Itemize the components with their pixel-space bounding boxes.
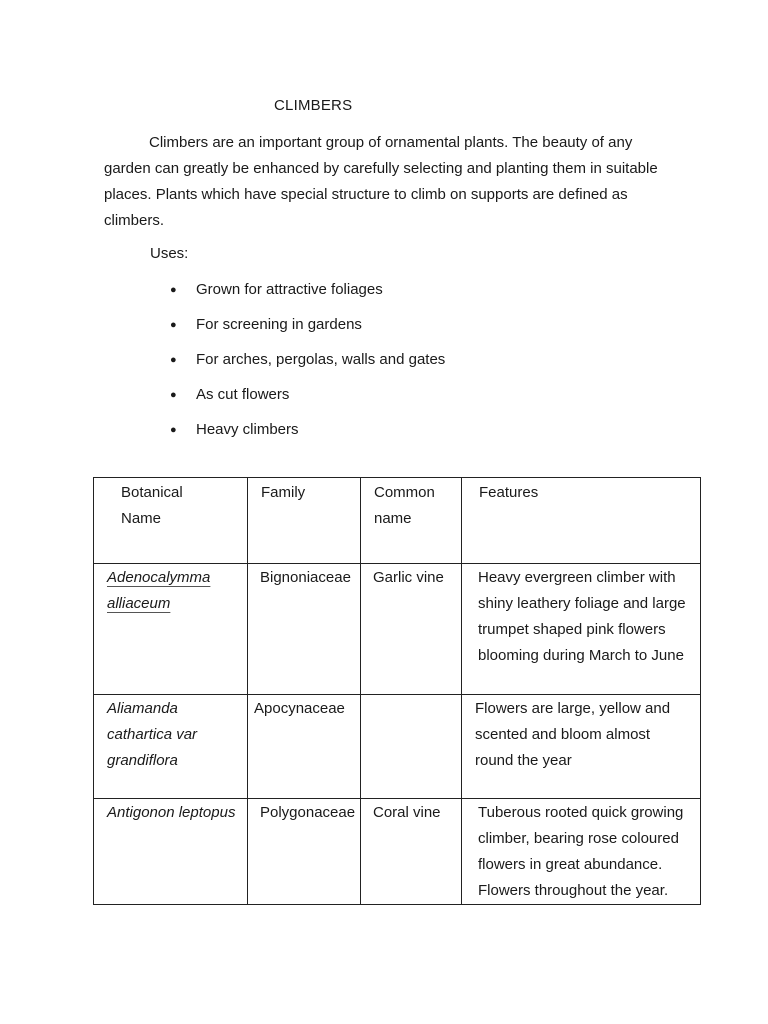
- botanical-name-text: Aliamanda cathartica var grandiflora: [107, 700, 198, 769]
- bullet-icon: ●: [170, 354, 177, 366]
- uses-heading: Uses:: [150, 245, 189, 262]
- bullet-icon: ●: [170, 284, 177, 296]
- list-item-text: As cut flowers: [196, 386, 290, 403]
- cell-common-name: [361, 695, 462, 799]
- list-item: [170, 420, 445, 455]
- features-text: Heavy evergreen climber with shiny leathery foliage and large trumpet shaped pink flowers blooming during March to June: [478, 569, 686, 664]
- table-row: [94, 799, 701, 905]
- features-text: Tuberous rooted quick growing climber, bearing rose coloured flowers in great abundance. Flowers throughout the year.: [478, 804, 684, 899]
- table-row: [94, 564, 701, 695]
- header-botanical-name: [94, 478, 248, 564]
- header-features-text: Features: [479, 484, 539, 501]
- cell-family: [248, 799, 361, 905]
- botanical-name-text: Adenocalymma alliaceum: [107, 569, 211, 612]
- cell-common-name: [361, 799, 462, 905]
- uses-list: [170, 280, 445, 455]
- table-header-row: [94, 478, 701, 564]
- bullet-icon: ●: [170, 424, 177, 436]
- cell-botanical-name: [94, 799, 248, 905]
- list-item: [170, 280, 445, 315]
- cell-features: [462, 564, 701, 695]
- features-text: Flowers are large, yellow and scented and bloom almost round the year: [475, 700, 671, 769]
- common-name-text: Coral vine: [373, 804, 441, 821]
- header-features: [462, 478, 701, 564]
- list-item-text: Grown for attractive foliages: [196, 281, 383, 298]
- header-family-text: Family: [261, 484, 306, 501]
- cell-features: [462, 695, 701, 799]
- list-item-text: Heavy climbers: [196, 421, 299, 438]
- cell-common-name: [361, 564, 462, 695]
- document-title: CLIMBERS: [274, 97, 353, 114]
- common-name-text: Garlic vine: [373, 569, 444, 586]
- cell-family: [248, 695, 361, 799]
- common-name-text: [361, 695, 461, 696]
- family-text: Bignoniaceae: [260, 569, 351, 586]
- family-text: Apocynaceae: [254, 700, 345, 717]
- bullet-icon: ●: [170, 389, 177, 401]
- family-text: Polygonaceae: [260, 804, 356, 821]
- list-item-text: For arches, pergolas, walls and gates: [196, 351, 446, 368]
- cell-family: [248, 564, 361, 695]
- climbers-table: [93, 477, 701, 905]
- list-item: [170, 385, 445, 420]
- header-family: [248, 478, 361, 564]
- list-item-text: For screening in gardens: [196, 316, 362, 333]
- intro-paragraph: [104, 130, 664, 234]
- intro-text: Climbers are an important group of ornamental plants. The beauty of any garden can greatly be enhanced by carefully selecting and planting them in suitable places. Plants which have special structure to climb on supports are defined as climbers.: [104, 134, 658, 229]
- list-item: [170, 315, 445, 350]
- cell-botanical-name: [94, 564, 248, 695]
- cell-botanical-name: [94, 695, 248, 799]
- header-common-name: [361, 478, 462, 564]
- cell-features: [462, 799, 701, 905]
- bullet-icon: ●: [170, 319, 177, 331]
- table-row: [94, 695, 701, 799]
- header-botanical-text: Botanical Name: [121, 484, 183, 527]
- botanical-name-text: Antigonon leptopus: [107, 804, 236, 821]
- header-common-text: Common name: [374, 484, 435, 527]
- list-item: [170, 350, 445, 385]
